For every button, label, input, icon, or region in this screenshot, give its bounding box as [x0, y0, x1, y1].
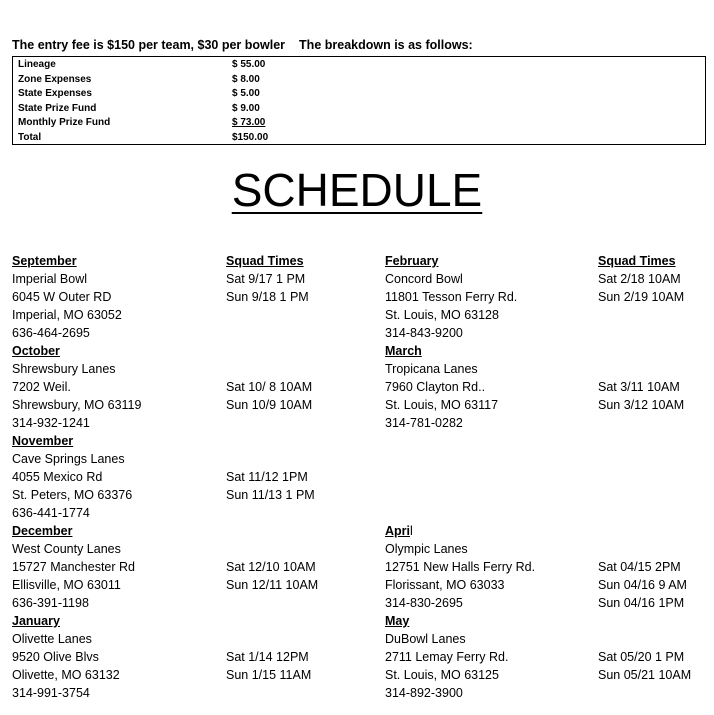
breakdown-amount: $ 73.00 — [232, 117, 266, 128]
venue-name: Shrewsbury Lanes — [12, 362, 116, 376]
squad-time: Sat 04/15 2PM — [598, 560, 681, 574]
month-heading: October — [12, 344, 60, 358]
venue-name: West County Lanes — [12, 542, 121, 556]
venue-address: 9520 Olive Blvs — [12, 650, 99, 664]
squad-time: Sun 2/19 10AM — [598, 290, 685, 304]
month-heading — [385, 522, 595, 540]
squad-time: Sat 1/14 12PM — [226, 650, 309, 664]
left-venue-column — [12, 252, 222, 702]
squad-times-header: Squad Times — [226, 254, 304, 268]
right-venue-column — [385, 252, 595, 702]
squad-time: Sat 11/12 1PM — [226, 470, 308, 484]
venue-name: Olympic Lanes — [385, 542, 468, 556]
squad-time: Sun 12/11 10AM — [226, 578, 319, 592]
venue-name: Concord Bowl — [385, 272, 463, 286]
month-heading: December — [12, 524, 73, 538]
breakdown-label: Monthly Prize Fund — [18, 117, 111, 128]
breakdown-row — [18, 102, 260, 117]
squad-time: Sat 3/11 10AM — [598, 380, 680, 394]
month-heading: January — [12, 614, 60, 628]
squad-time: Sun 3/12 10AM — [598, 398, 685, 412]
venue-city: Florissant, MO 63033 — [385, 578, 505, 592]
venue-phone: 314-892-3900 — [385, 686, 463, 700]
breakdown-amount: $ 55.00 — [232, 59, 266, 70]
venue-address: 2711 Lemay Ferry Rd. — [385, 650, 509, 664]
squad-times-header: Squad Times — [598, 254, 676, 268]
fee-breakdown-table — [12, 56, 706, 145]
venue-city: St. Louis, MO 63128 — [385, 308, 499, 322]
month-heading-part: l — [410, 524, 413, 538]
squad-time: Sun 05/21 10AM — [598, 668, 692, 682]
squad-time: Sat 2/18 10AM — [598, 272, 681, 286]
venue-phone: 636-464-2695 — [12, 326, 90, 340]
squad-time: Sun 04/16 9 AM — [598, 578, 687, 592]
breakdown-intro-text: The breakdown is as follows: — [299, 38, 473, 52]
right-squad-times-column — [598, 252, 710, 684]
venue-city: Ellisville, MO 63011 — [12, 578, 121, 592]
venue-address: 4055 Mexico Rd — [12, 470, 103, 484]
venue-name: Tropicana Lanes — [385, 362, 478, 376]
venue-phone: 314-830-2695 — [385, 596, 463, 610]
page-title — [0, 160, 714, 220]
venue-address: 7202 Weil. — [12, 380, 71, 394]
month-heading: May — [385, 614, 410, 628]
month-heading: February — [385, 254, 439, 268]
venue-phone: 636-441-1774 — [12, 506, 90, 520]
entry-fee-text: The entry fee is $150 per team, $30 per bowler — [12, 38, 286, 52]
venue-address: 15727 Manchester Rd — [12, 560, 135, 574]
month-heading: November — [12, 434, 74, 448]
venue-city: St. Louis, MO 63117 — [385, 398, 499, 412]
squad-time: Sun 04/16 1PM — [598, 596, 685, 610]
breakdown-row-total — [18, 131, 269, 146]
venue-name: Imperial Bowl — [12, 272, 88, 286]
breakdown-row — [18, 116, 266, 131]
squad-time: Sat 10/ 8 10AM — [226, 380, 313, 394]
squad-time: Sat 9/17 1 PM — [226, 272, 306, 286]
squad-time: Sun 1/15 11AM — [226, 668, 312, 682]
left-squad-times-column — [226, 252, 376, 684]
squad-time: Sun 10/9 10AM — [226, 398, 313, 412]
breakdown-label: State Prize Fund — [18, 102, 97, 114]
breakdown-row — [18, 73, 260, 88]
schedule-title: SCHEDULE — [231, 164, 483, 216]
month-heading: March — [385, 344, 422, 358]
month-heading: September — [12, 254, 77, 268]
breakdown-label: Total — [18, 131, 42, 143]
breakdown-label: Zone Expenses — [18, 73, 92, 85]
breakdown-amount: $ 8.00 — [232, 73, 260, 85]
breakdown-amount: $ 9.00 — [232, 102, 260, 114]
venue-city: St. Louis, MO 63125 — [385, 668, 499, 682]
venue-phone: 314-932-1241 — [12, 416, 90, 430]
breakdown-row — [18, 87, 260, 102]
venue-name: Olivette Lanes — [12, 632, 92, 646]
squad-time: Sun 11/13 1 PM — [226, 488, 315, 502]
squad-time: Sun 9/18 1 PM — [226, 290, 309, 304]
venue-phone: 636-391-1198 — [12, 596, 89, 610]
breakdown-row — [18, 58, 266, 73]
breakdown-label: State Expenses — [18, 88, 92, 99]
entry-fee-line — [12, 38, 473, 52]
venue-address: 11801 Tesson Ferry Rd. — [385, 290, 518, 304]
month-heading-part: Apri — [385, 524, 410, 538]
venue-address: 6045 W Outer RD — [12, 290, 112, 304]
squad-time: Sat 12/10 10AM — [226, 560, 316, 574]
venue-city: St. Peters, MO 63376 — [12, 488, 133, 502]
squad-time: Sat 05/20 1 PM — [598, 650, 685, 664]
venue-city: Imperial, MO 63052 — [12, 308, 122, 322]
venue-city: Olivette, MO 63132 — [12, 668, 120, 682]
venue-name: DuBowl Lanes — [385, 632, 466, 646]
venue-address: 7960 Clayton Rd.. — [385, 380, 486, 394]
venue-name: Cave Springs Lanes — [12, 452, 125, 466]
venue-phone: 314-991-3754 — [12, 686, 90, 700]
breakdown-amount: $150.00 — [232, 131, 269, 143]
venue-city: Shrewsbury, MO 63119 — [12, 398, 142, 412]
breakdown-label: Lineage — [18, 59, 56, 70]
venue-phone: 314-781-0282 — [385, 416, 463, 430]
breakdown-amount: $ 5.00 — [232, 88, 260, 99]
venue-address: 12751 New Halls Ferry Rd. — [385, 560, 536, 574]
venue-phone: 314-843-9200 — [385, 326, 463, 340]
